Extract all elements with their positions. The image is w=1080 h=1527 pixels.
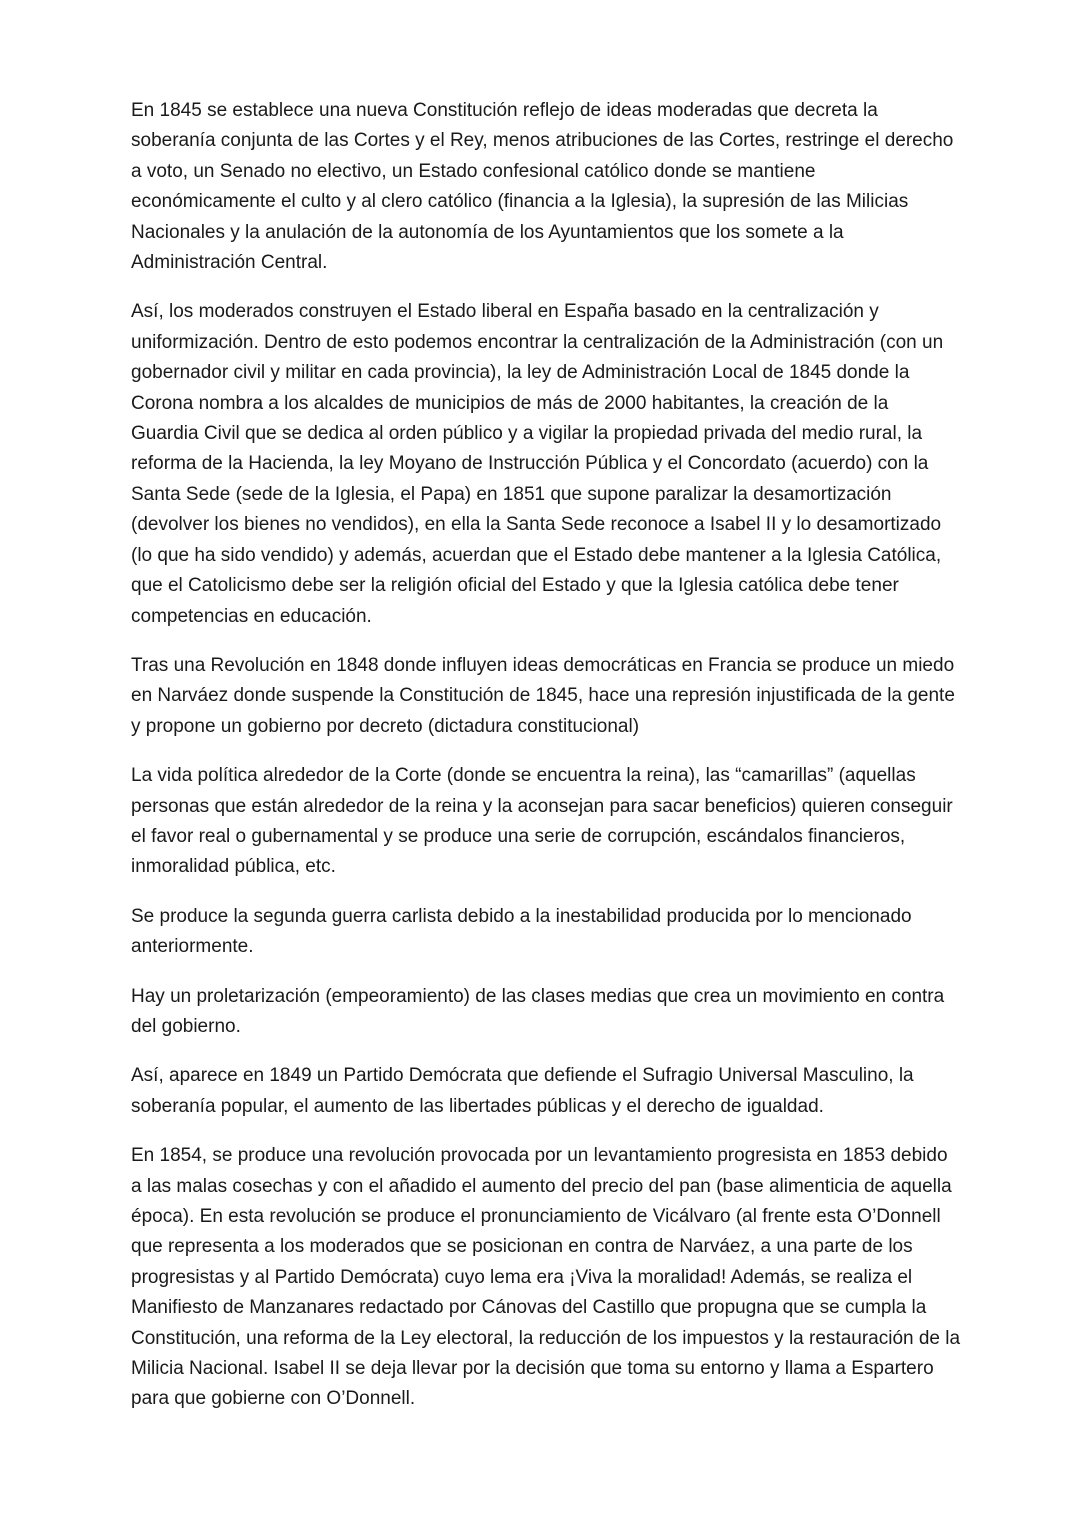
paragraph-guerra-carlista: Se produce la segunda guerra carlista debido a la inestabilidad producida por lo mencionado anteriormente. bbox=[131, 905, 912, 958]
paragraph-proletarizacion: Hay un proletarización (empeoramiento) de las clases medias que crea un movimiento en contra del gobierno. bbox=[131, 985, 945, 1037]
paragraph-revolucion-1854: En 1854, se produce una revolución provocada por un levantamiento progresista en 1853 debido a las malas cosechas y con el añadido el aumento del precio del pan (base alimenticia de aquella época). En esta revolución se produce el pronunciamiento de Vicálvaro (al frente esta O’Donnell que representa a los moderados que se posicionan en contra de Narváez, a una parte de los progresistas y al Partido Demócrata) cuyo lema era ¡Viva la moralidad! Además, se realiza el Manifiesto de Manzanares redactado por Cánovas del Castillo que propugna que se cumpla la Constitución, una reforma de la Ley electoral, la reducción de los impuestos y la restauración de la Milicia Nacional. Isabel II se deja llevar por la decisión que toma su entorno y llama a Espartero para que gobierne con O’Donnell. bbox=[131, 1145, 961, 1410]
paragraph-constitucion-1845: En 1845 se establece una nueva Constitución reflejo de ideas moderadas que decreta la soberanía conjunta de las Cortes y el Rey, menos atribuciones de las Cortes, restringe el derecho a voto, un Senado no electivo, un Estado confesional católico donde se mantiene económicamente el culto y al clero católico (financia a la Iglesia), la supresión de las Milicias Nacionales y la anulación de la autonomía de los Ayuntamientos que los somete a la Administración Central. bbox=[131, 100, 954, 274]
paragraph-estado-liberal: Así, los moderados construyen el Estado liberal en España basado en la centralización y uniformización. Dentro de esto podemos encontrar la centralización de la Administración (con un gobernador civil y militar en cada provincia), la ley de Administración Local de 1845 donde la Corona nombra a los alcaldes de municipios de más de 2000 habitantes, la creación de la Guardia Civil que se dedica al orden público y a vigilar la propiedad privada del medio rural, la reforma de la Hacienda, la ley Moyano de Instrucción Pública y el Concordato (acuerdo) con la Santa Sede (sede de la Iglesia, el Papa) en 1851 que supone paralizar la desamortización (devolver los bienes no vendidos), en ella la Santa Sede reconoce a Isabel II y lo desamortizado (lo que ha sido vendido) y además, acuerdan que el Estado debe mantener a la Iglesia Católica, que el Catolicismo debe ser la religión oficial del Estado y que la Iglesia católica debe tener competencias en educación. bbox=[131, 301, 944, 627]
paragraph-camarillas: La vida política alrededor de la Corte (donde se encuentra la reina), las “camarillas” (aquellas personas que están alrededor de la reina y la aconsejan para sacar beneficios) quieren conseguir el favor real o gubernamental y se produce una serie de corrupción, escándalos financieros, inmoralidad pública, etc. bbox=[131, 765, 953, 878]
paragraph-revolucion-1848: Tras una Revolución en 1848 donde influyen ideas democráticas en Francia se produce un miedo en Narváez donde suspende la Constitución de 1845, hace una represión injustificada de la gente y propone un gobierno por decreto (dictadura constitucional) bbox=[131, 654, 955, 737]
paragraph-partido-democrata: Así, aparece en 1849 un Partido Demócrata que defiende el Sufragio Universal Masculino, la soberanía popular, el aumento de las libertades públicas y el derecho de igualdad. bbox=[131, 1065, 914, 1117]
document-page bbox=[131, 96, 961, 1434]
